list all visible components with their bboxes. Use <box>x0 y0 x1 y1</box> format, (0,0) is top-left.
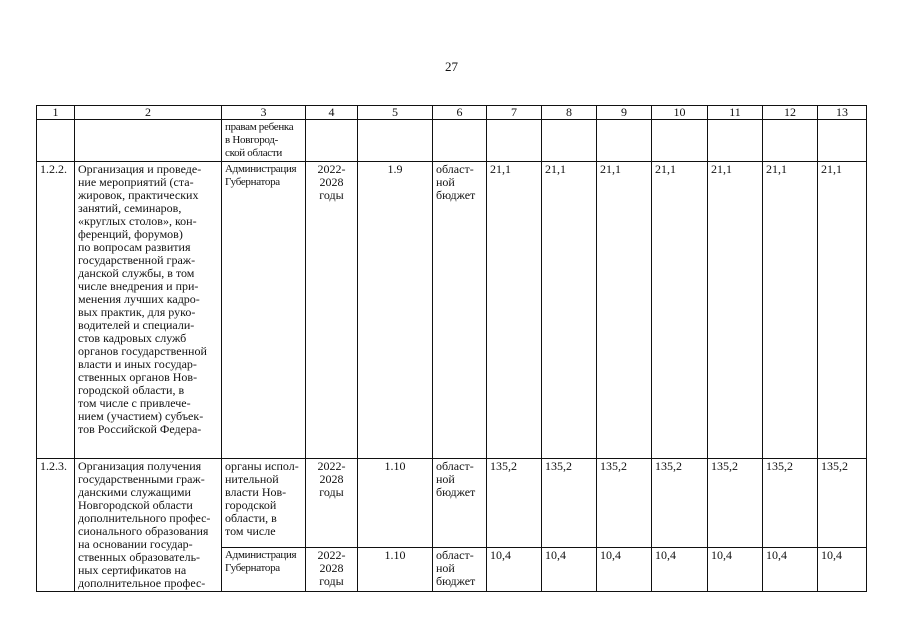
period-cell: 2022- 2028 годы <box>306 459 358 548</box>
indicator-cell: 1.10 <box>358 459 433 548</box>
value-cell: 10,4 <box>818 548 867 592</box>
table-cell <box>75 120 222 162</box>
value-cell: 21,1 <box>597 162 652 459</box>
table-cell <box>306 120 358 162</box>
table-cell <box>433 120 487 162</box>
table-cell <box>358 120 433 162</box>
value-cell: 21,1 <box>708 162 763 459</box>
table-cell <box>708 120 763 162</box>
page-number: 27 <box>445 59 458 74</box>
item-number: 1.2.3. <box>37 459 75 592</box>
table-cell <box>542 120 597 162</box>
item-number: 1.2.2. <box>37 162 75 459</box>
value-cell: 21,1 <box>487 162 542 459</box>
executor-cell: Администрация Губернатора <box>222 162 306 459</box>
table-cell <box>763 120 818 162</box>
header-cell: 11 <box>708 106 763 120</box>
value-cell: 21,1 <box>763 162 818 459</box>
continuation-row <box>37 120 867 162</box>
header-cell: 10 <box>652 106 708 120</box>
indicator-cell: 1.10 <box>358 548 433 592</box>
value-cell: 135,2 <box>763 459 818 548</box>
table-cell <box>597 120 652 162</box>
header-cell: 4 <box>306 106 358 120</box>
source-cell: област- ной бюджет <box>433 162 487 459</box>
value-cell: 135,2 <box>708 459 763 548</box>
header-cell: 2 <box>75 106 222 120</box>
executor-cell: органы испол- нительной власти Нов- городской области, в том числе <box>222 459 306 548</box>
table-cell <box>487 120 542 162</box>
header-cell: 9 <box>597 106 652 120</box>
header-row <box>37 106 867 120</box>
value-cell: 21,1 <box>818 162 867 459</box>
source-cell: област- ной бюджет <box>433 548 487 592</box>
header-cell: 8 <box>542 106 597 120</box>
header-cell: 13 <box>818 106 867 120</box>
value-cell: 10,4 <box>542 548 597 592</box>
value-cell: 135,2 <box>542 459 597 548</box>
value-cell: 135,2 <box>652 459 708 548</box>
header-cell: 7 <box>487 106 542 120</box>
executor-cell: Администрация Губернатора <box>222 548 306 592</box>
value-cell: 135,2 <box>487 459 542 548</box>
header-cell: 1 <box>37 106 75 120</box>
value-cell: 10,4 <box>487 548 542 592</box>
value-cell: 21,1 <box>542 162 597 459</box>
table-cell <box>37 120 75 162</box>
value-cell: 21,1 <box>652 162 708 459</box>
value-cell: 135,2 <box>818 459 867 548</box>
table-row-1-2-3-a <box>37 459 867 548</box>
table-cell <box>818 120 867 162</box>
period-cell: 2022- 2028 годы <box>306 548 358 592</box>
value-cell: 10,4 <box>597 548 652 592</box>
table-row-1-2-2 <box>37 162 867 459</box>
value-cell: 10,4 <box>652 548 708 592</box>
header-cell: 6 <box>433 106 487 120</box>
header-cell: 12 <box>763 106 818 120</box>
source-cell: област- ной бюджет <box>433 459 487 548</box>
value-cell: 135,2 <box>597 459 652 548</box>
executor-cell: правам ребенка в Новгород- ской области <box>222 120 306 162</box>
header-cell: 3 <box>222 106 306 120</box>
program-table <box>36 105 867 592</box>
header-cell: 5 <box>358 106 433 120</box>
item-name: Организация и проведе- ние мероприятий (ста- жировок, практических занятий, семинаров, «круглых столов», кон- ференций, форумов) по вопросам развития государственной граж- данской службы, в том числе внедрения и при- менения лучших кадро- вых практик, для руко- водителей и специали- стов кадровых служб органов государственной власти и иных государ- ственных органов Нов- городской области, в том числе с привлече- нием (участием) субъек- тов Российской Федера- <box>75 162 222 459</box>
period-cell: 2022- 2028 годы <box>306 162 358 459</box>
value-cell: 10,4 <box>708 548 763 592</box>
item-name: Организация получения государственными граж- данскими служащими Новгородской области дополнительного профес- сионального образования на основании государ- ственных образователь- ных сертификатов на дополнительное профес- <box>75 459 222 592</box>
value-cell: 10,4 <box>763 548 818 592</box>
indicator-cell: 1.9 <box>358 162 433 459</box>
table-cell <box>652 120 708 162</box>
